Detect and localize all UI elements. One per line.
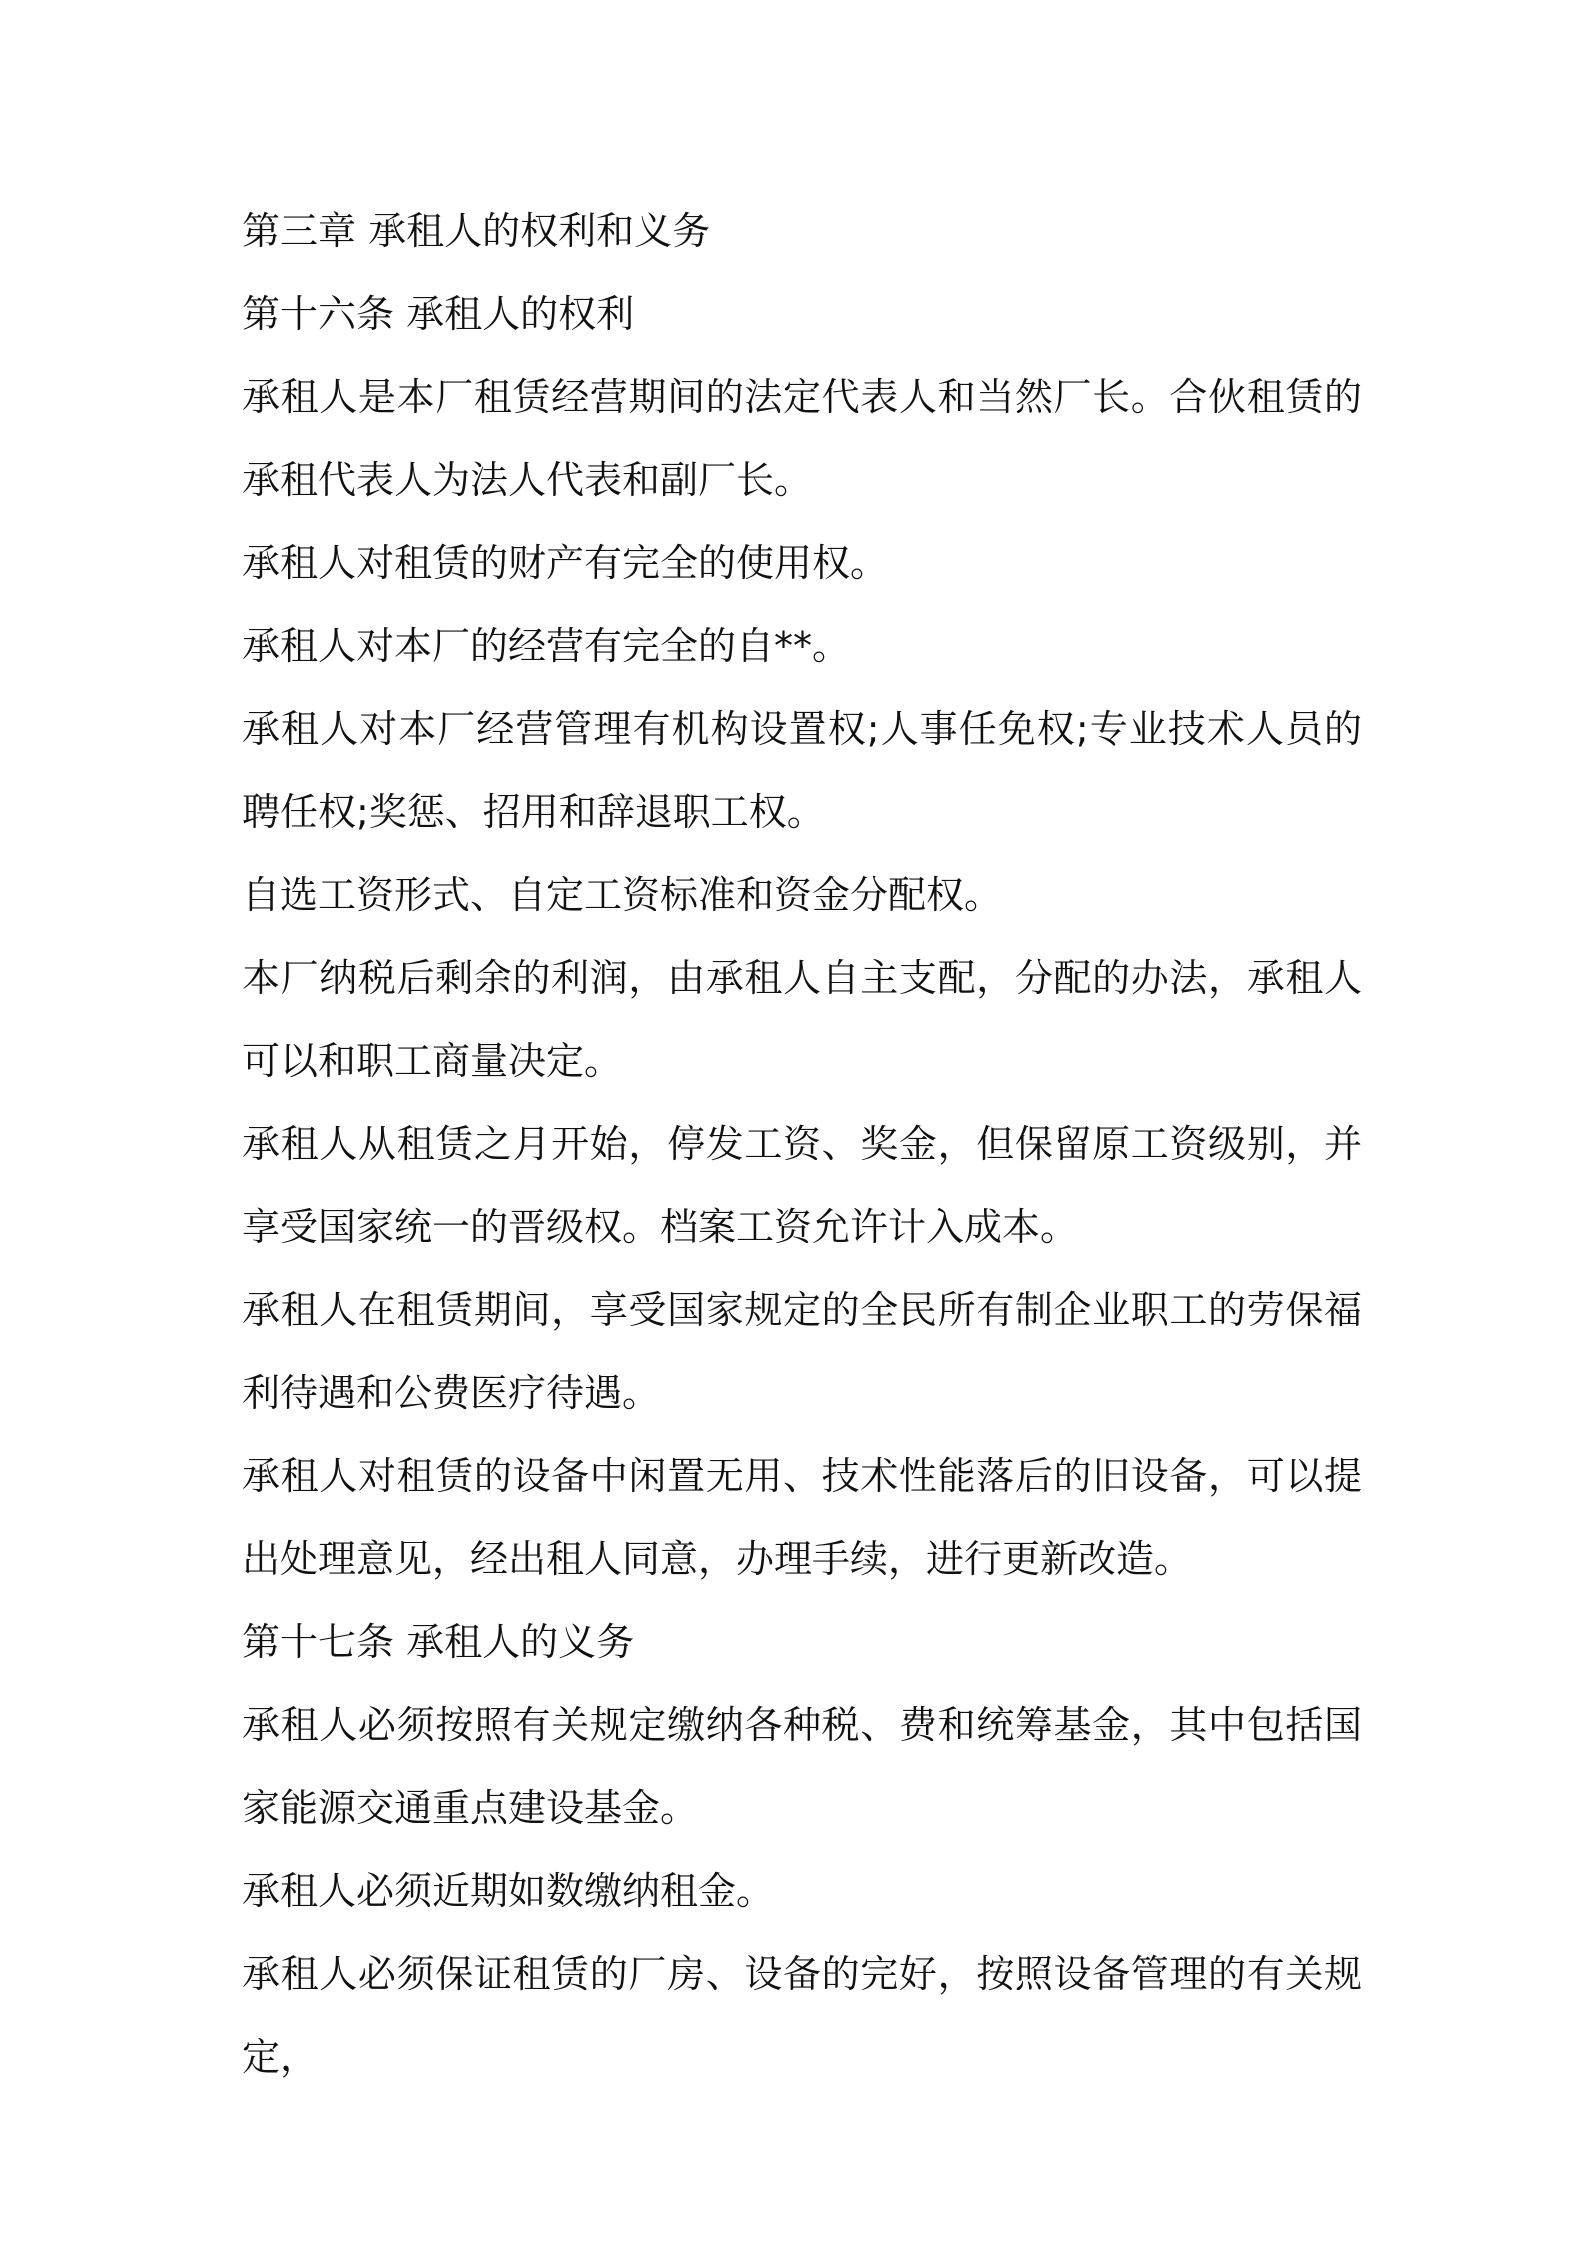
paragraph-equipment-renewal: 承租人对租赁的设备中闲置无用、技术性能落后的旧设备，可以提出处理意见，经出租人同意，办理手续，进行更新改造。 [242, 1454, 1362, 1581]
paragraph-tax-obligation: 承租人必须按照有关规定缴纳各种税、费和统筹基金，其中包括国家能源交通重点建设基金。 [242, 1703, 1362, 1830]
paragraph-rent-payment: 承租人必须近期如数缴纳租金。 [242, 1869, 775, 1913]
paragraph-usage-right: 承租人对租赁的财产有完全的使用权。 [242, 541, 889, 585]
paragraph-wage-rights: 自选工资形式、自定工资标准和资金分配权。 [242, 873, 1003, 917]
article-16-heading: 第十六条 承租人的权利 [242, 292, 635, 336]
paragraph-legal-representative: 承租人是本厂租赁经营期间的法定代表人和当然厂长。合伙租赁的承租代表人为法人代表和副厂长。 [242, 375, 1362, 502]
paragraph-profit-distribution: 本厂纳税后剩余的利润，由承租人自主支配，分配的办法，承租人可以和职工商量决定。 [242, 956, 1362, 1083]
paragraph-equipment-maintenance: 承租人必须保证租赁的厂房、设备的完好，按照设备管理的有关规定， [242, 1952, 1362, 2079]
chapter-heading: 第三章 承租人的权利和义务 [242, 209, 711, 253]
paragraph-autonomy: 承租人对本厂的经营有完全的自**。 [242, 624, 851, 668]
paragraph-salary-suspension: 承租人从租赁之月开始，停发工资、奖金，但保留原工资级别，并享受国家统一的晋级权。档案工资允许计入成本。 [242, 1122, 1362, 1249]
article-17-heading: 第十七条 承租人的义务 [242, 1620, 635, 1664]
paragraph-management-rights: 承租人对本厂经营管理有机构设置权;人事任免权;专业技术人员的聘任权;奖惩、招用和辞退职工权。 [242, 707, 1362, 834]
document-body [242, 190, 1362, 2099]
paragraph-welfare: 承租人在租赁期间，享受国家规定的全民所有制企业职工的劳保福利待遇和公费医疗待遇。 [242, 1288, 1362, 1415]
